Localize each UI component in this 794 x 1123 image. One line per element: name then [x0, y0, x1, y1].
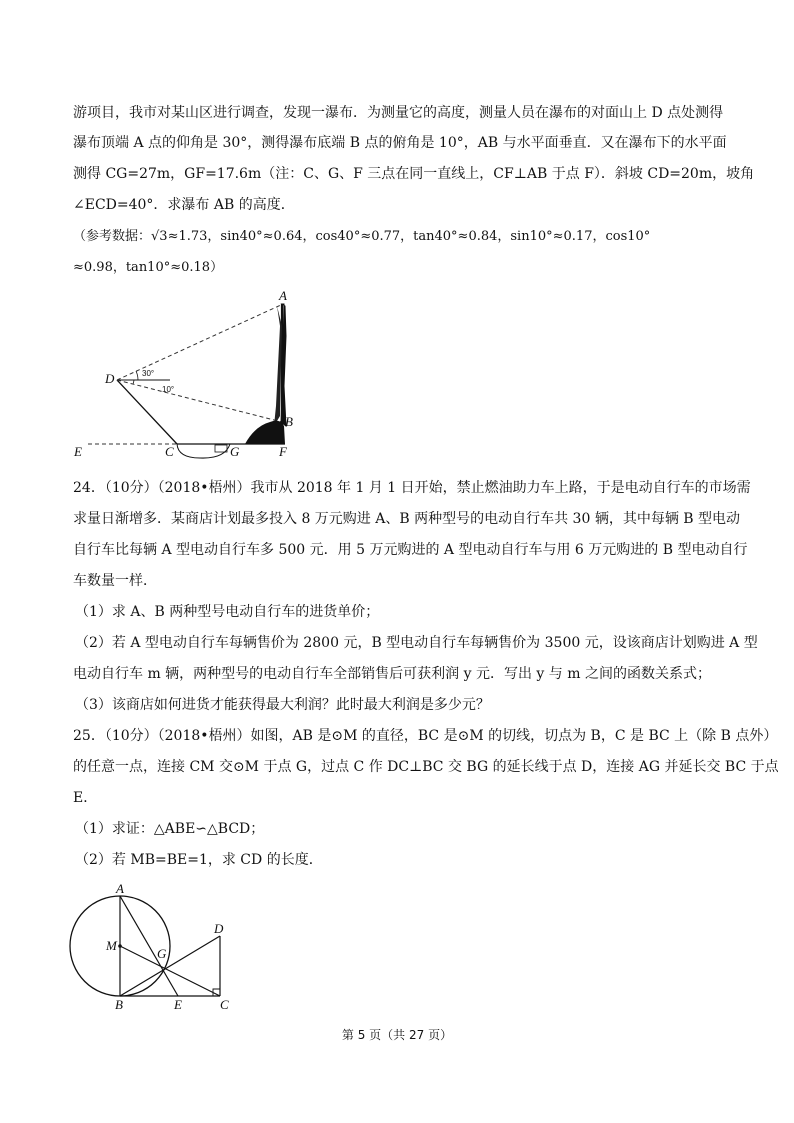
p24-question-1: （1）求 A、B 两种型号电动自行车的进货单价；: [75, 604, 380, 620]
angle-arc-10: [133, 380, 134, 384]
p25-question-1: （1）求证：△ABE∽△BCD；: [75, 821, 265, 837]
p23-line-4: ∠ECD=40°．求瀑布 AB 的高度．: [73, 197, 295, 213]
label-g2: G: [157, 946, 167, 961]
page-footer: 第 5 页（共 27 页）: [341, 1028, 453, 1042]
label-m: M: [106, 938, 117, 953]
p23-line-1: 游项目，我市对某山区进行调查，发现一瀑布．为测量它的高度，测量人员在瀑布的对面山上 D 点处测得: [73, 105, 724, 121]
center-point-m: [118, 944, 122, 948]
waterfall-figure: [70, 286, 310, 466]
p25-line-3: E．: [73, 790, 98, 806]
p24-question-2-cont: 电动自行车 m 辆，两种型号的电动自行车全部销售后可获利润 y 元．写出 y 与 m 之间的函数关系式；: [73, 666, 711, 682]
label-e: E: [74, 444, 82, 459]
ref-values: ≈1.73，sin40°≈0.64，cos40°≈0.77，tan40°≈0.84，sin10°≈0.17，cos10°: [167, 229, 651, 244]
label-f: F: [279, 444, 287, 459]
sqrt3-symbol: √3: [151, 229, 168, 244]
label-e2: E: [174, 997, 182, 1012]
p23-reference-data-line-1: [73, 228, 650, 246]
label-d2: D: [214, 921, 224, 936]
cliff-shading: [274, 306, 282, 426]
segment-ae: [120, 896, 178, 996]
label-b2: B: [115, 997, 123, 1012]
p24-question-2: （2）若 A 型电动自行车每辆售价为 2800 元，B 型电动自行车每辆售价为 3500 元，设该商店计划购进 A 型: [75, 635, 758, 651]
p24-line-4: 车数量一样．: [73, 573, 157, 589]
ref-prefix: （参考数据：: [73, 229, 152, 244]
label-a: A: [279, 288, 287, 303]
p25-line-1: 25．（10分）（2018•梧州）如图，AB 是⊙M 的直径，BC 是⊙M 的切线，切点为 B，C 是 BC 上（除 B 点外）: [73, 728, 778, 744]
p25-question-2: （2）若 MB=BE=1，求 CD 的长度．: [75, 852, 323, 868]
p23-reference-data-line-2: ≈0.98，tan10°≈0.18）: [73, 260, 224, 275]
p25-line-2: 的任意一点，连接 CM 交⊙M 于点 G，过点 C 作 DC⊥BC 交 BG 的延长线于点 D，连接 AG 并延长交 BC 于点: [73, 759, 779, 775]
label-a2: A: [116, 881, 124, 896]
angle-label-30: 30°: [142, 369, 155, 378]
circle-tangent-figure: [62, 878, 242, 1018]
p24-question-3: （3）该商店如何进货才能获得最大利润？此时最大利润是多少元？: [75, 697, 490, 713]
label-c2: C: [220, 997, 229, 1012]
label-b: B: [285, 414, 293, 429]
p23-line-3: 测得 CG=27m，GF=17.6m（注：C、G、F 三点在同一直线上，CF⊥AB 于点 F）．斜坡 CD=20m，坡角: [73, 166, 755, 182]
pool: [177, 444, 230, 458]
rocks: [245, 421, 285, 444]
label-d: D: [105, 371, 115, 386]
label-g: G: [230, 444, 240, 459]
p24-line-2: 求量日渐增多．某商店计划最多投入 8 万元购进 A、B 两种型号的电动自行车共 30 辆，其中每辆 B 型电动: [73, 511, 741, 527]
p23-line-2: 瀑布顶端 A 点的仰角是 30°，测得瀑布底端 B 点的俯角是 10°，AB 与水平面垂直．又在瀑布下的水平面: [73, 135, 727, 151]
p24-line-3: 自行车比每辆 A 型电动自行车多 500 元．用 5 万元购进的 A 型电动自行车与用 6 万元购进的 B 型电动自行: [73, 542, 748, 558]
label-c: C: [165, 444, 174, 459]
angle-arc-30: [136, 371, 138, 380]
p24-line-1: 24．（10分）（2018•梧州）我市从 2018 年 1 月 1 日开始，禁止燃油助力车上路，于是电动自行车的市场需: [73, 480, 751, 496]
angle-label-10: 10°: [162, 385, 175, 394]
sight-line-to-b: [117, 380, 282, 422]
